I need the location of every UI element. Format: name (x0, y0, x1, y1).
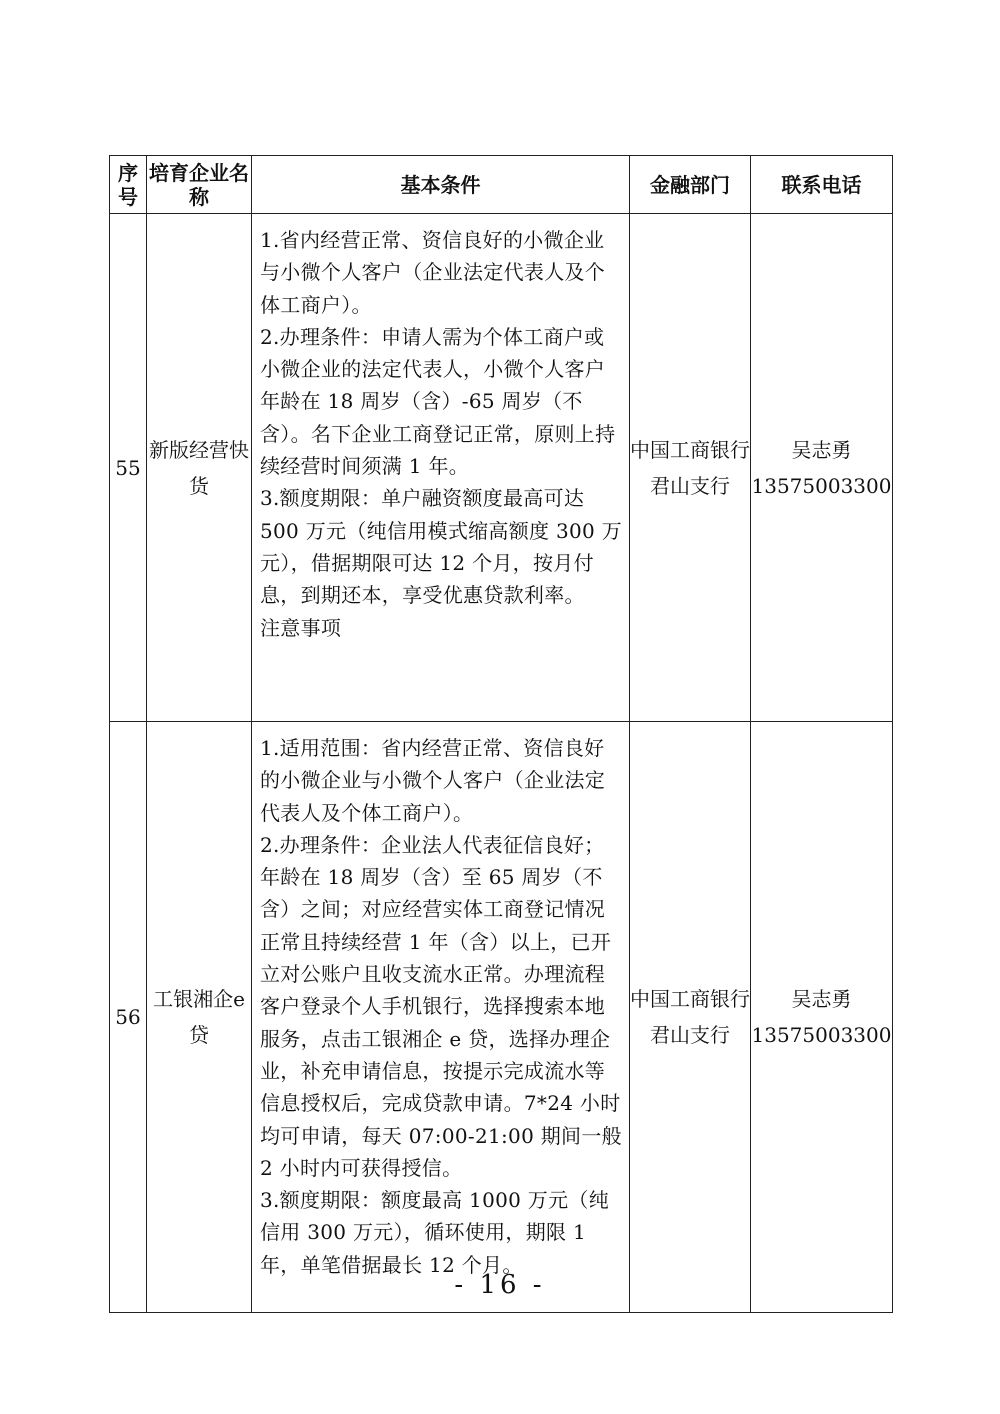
header-basic-conditions: 基本条件 (252, 156, 630, 214)
row-basic-conditions (252, 722, 630, 1313)
table-row (110, 722, 893, 1313)
contact-name: 吴志勇 (791, 437, 852, 462)
row-enterprise-name: 工银湘企e 贷 (147, 722, 252, 1313)
header-financial-department: 金融部门 (630, 156, 751, 214)
row-serial-number: 56 (110, 722, 147, 1313)
row-financial-department: 中国工商银行君山支行 (630, 722, 751, 1313)
condition-paragraph: 3.额度期限：额度最高 1000 万元（纯信用 300 万元），循环使用，期限 1 年，单笔借据最长 12 个月。 (260, 1188, 609, 1277)
contact-name: 吴志勇 (791, 987, 852, 1011)
row-basic-conditions (252, 214, 630, 722)
header-serial-number: 序号 (110, 156, 147, 214)
condition-paragraph: 2.办理条件：企业法人代表征信良好；年龄在 18 周岁（含）至 65 周岁（不含）之间；对应经营实体工商登记情况正常且持续经营 1 年（含）以上，已开立对公账户且收支流水正常。办理流程客户登录个人手机银行，选择搜索本地服务，点击工银湘企 e 贷，选择办理企业，补充申请信息，按提示完成流水等信息授权后，完成贷款申请。7*24 小时均可申请，每天 07:00-21:00 期间一般 2 小时内可获得授信。 (260, 832, 622, 1180)
condition-paragraph: 2.办理条件：申请人需为个体工商户或小微企业的法定代表人，小微个人客户年龄在 18 周岁（含）-65 周岁（不含）。名下企业工商登记正常，原则上持续经营时间须满 1 年。 (260, 324, 616, 479)
condition-paragraph: 1.省内经营正常、资信良好的小微企业与小微个人客户（企业法定代表人及个体工商户）。 (260, 228, 606, 317)
loan-products-table (109, 155, 893, 1313)
row-serial-number: 55 (110, 214, 147, 722)
header-contact-phone: 联系电话 (751, 156, 893, 214)
table-row (110, 214, 893, 722)
contact-phone-number: 13575003300 (751, 473, 892, 498)
page-number: - 16 - (454, 1270, 546, 1300)
condition-paragraph: 注意事项 (260, 615, 342, 640)
table-header-row (110, 156, 893, 214)
header-enterprise-name: 培育企业名称 (147, 156, 252, 214)
contact-phone-number: 13575003300 (751, 1023, 892, 1047)
row-financial-department: 中国工商银行君山支行 (630, 214, 751, 722)
condition-paragraph: 3.额度期限：单户融资额度最高可达 500 万元（纯信用模式缩高额度 300 万元），借据期限可达 12 个月，按月付息，到期还本，享受优惠贷款利率。 (260, 486, 623, 608)
row-enterprise-name: 新版经营快货 (147, 214, 252, 722)
row-contact (751, 214, 893, 722)
row-contact (751, 722, 893, 1313)
condition-paragraph: 1.适用范围：省内经营正常、资信良好的小微企业与小微个人客户（企业法定代表人及个体工商户）。 (260, 736, 606, 825)
